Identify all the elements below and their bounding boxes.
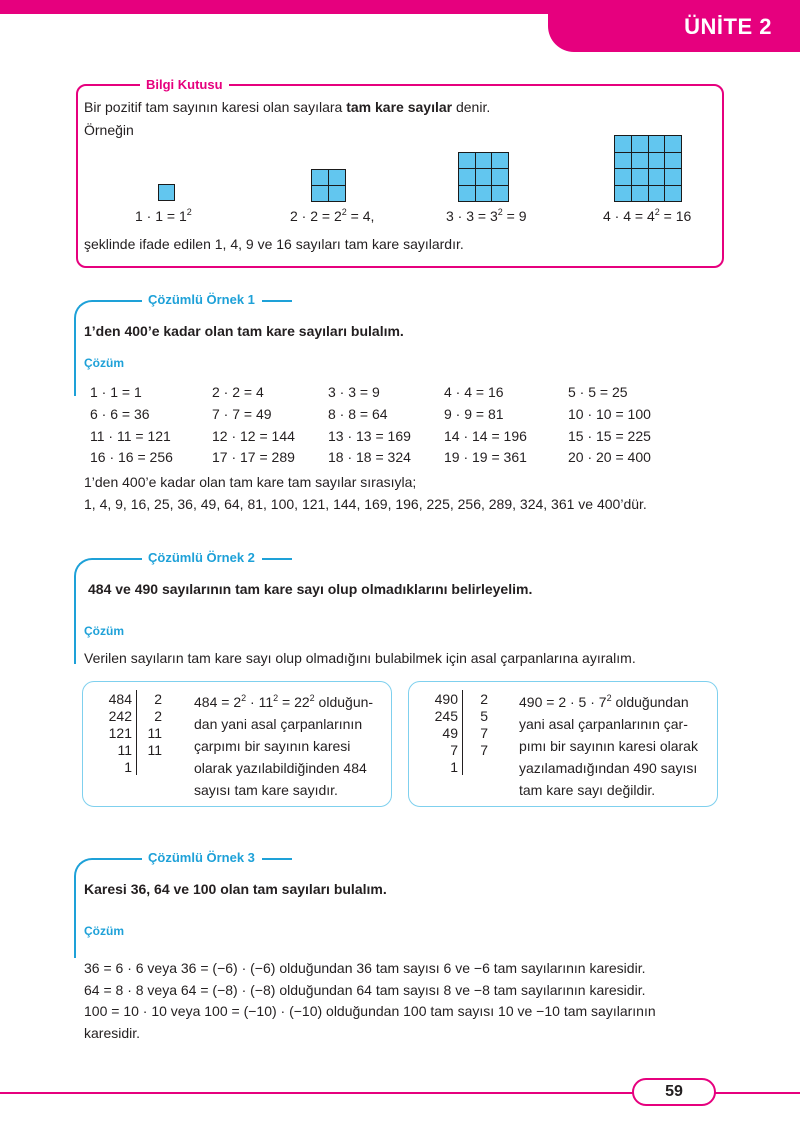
factor-cell: 484 <box>108 691 132 707</box>
unit-label: ÜNİTE 2 <box>684 14 772 39</box>
factor-cell: 7 <box>480 725 488 741</box>
factor-numbers-490 <box>418 691 458 776</box>
factor-eq-490: $490 = 2 \cdot 5 \cdot 7^2$ olduğundan <box>519 693 689 710</box>
explanation-line: olarak yazılabildiğinden 484 <box>194 760 367 776</box>
example3-frame <box>74 858 146 958</box>
factor-eq-484: $484 = 2^2 \cdot 11^2 = 22^2$ olduğun- <box>194 693 374 710</box>
explanation-line: sayısı tam kare sayıdır. <box>194 782 338 798</box>
explanation-line: tam kare sayı değildir. <box>519 782 656 798</box>
explanation-line: yani asal çarpanlarının çar- <box>519 716 688 732</box>
factor-numbers-484 <box>92 691 132 776</box>
square-product: 18 · 18 = 324 <box>328 449 411 465</box>
square-product: 16 · 16 = 256 <box>90 449 173 465</box>
factor-cell: 2 <box>480 691 488 707</box>
square-product: 10 · 10 = 100 <box>568 406 651 422</box>
info-conclusion: şeklinde ifade edilen 1, 4, 9 ve 16 sayıları tam kare sayılardır. <box>84 236 464 252</box>
explanation-line: karesidir. <box>84 1024 141 1041</box>
square-product: 6 · 6 = 36 <box>90 406 150 422</box>
square-product: 7 · 7 = 49 <box>212 406 272 422</box>
factor-cell: 11 <box>147 742 162 758</box>
example1-question: 1’den 400’e kadar olan tam kare sayıları bulalım. <box>84 323 404 339</box>
example3-question: Karesi 36, 64 ve 100 olan tam sayıları bulalım. <box>84 881 387 897</box>
square-2x2 <box>311 169 346 202</box>
square-product: 2 · 2 = 4 <box>212 384 264 400</box>
explanation-line: dan yani asal çarpanlarının <box>194 716 363 732</box>
info-box-title: Bilgi Kutusu <box>140 77 229 92</box>
factor-cell: 7 <box>450 742 458 758</box>
example1-title-tail <box>262 300 292 302</box>
square-product: 5 · 5 = 25 <box>568 384 628 400</box>
square-product: 9 · 9 = 81 <box>444 406 504 422</box>
factor-cell: 49 <box>442 725 458 741</box>
square-1x1 <box>158 184 175 201</box>
info-definition <box>84 98 490 116</box>
factor-cell: 121 <box>108 725 132 741</box>
square-eq-2: $2 \cdot 2 = 2^2 = 4$, <box>290 207 375 224</box>
example3-title-tail <box>262 858 292 860</box>
square-3x3 <box>458 152 509 202</box>
explanation-line: pımı bir sayının karesi olarak <box>519 738 698 754</box>
example1-solution-label: Çözüm <box>84 356 124 370</box>
factor-cell: 5 <box>480 708 488 724</box>
square-product: 4 · 4 = 16 <box>444 384 504 400</box>
factor-divider-490 <box>462 690 463 775</box>
example1-title: Çözümlü Örnek 1 <box>142 292 261 307</box>
factor-cell: 11 <box>117 742 132 758</box>
square-product: 15 · 15 = 225 <box>568 428 651 444</box>
example3-title: Çözümlü Örnek 3 <box>142 850 261 865</box>
square-eq-4: $4 \cdot 4 = 4^2 = 16$ <box>603 207 692 224</box>
explanation-line: 64 = 8 · 8 veya 64 = (−8) · (−8) olduğundan 64 tam sayısı 8 ve −8 tam sayılarının karesidir. <box>84 981 646 998</box>
square-product: 14 · 14 = 196 <box>444 428 527 444</box>
factor-cell: 2 <box>154 708 162 724</box>
square-product: 3 · 3 = 9 <box>328 384 380 400</box>
square-product: 12 · 12 = 144 <box>212 428 295 444</box>
definition-term: tam kare sayılar <box>346 99 453 115</box>
square-4x4 <box>614 135 682 202</box>
example1-frame <box>74 300 146 396</box>
factor-primes-490 <box>468 691 488 759</box>
factor-cell: 11 <box>147 725 162 741</box>
example2-question: 484 ve 490 sayılarının tam kare sayı olup olmadıklarını belirleyelim. <box>88 581 533 597</box>
example2-title-tail <box>262 558 292 560</box>
square-eq-3: $3 \cdot 3 = 3^2 = 9$ <box>446 207 527 224</box>
square-eq-1: $1 \cdot 1 = 1^2$ <box>135 207 192 224</box>
factor-cell: 245 <box>434 708 458 724</box>
example2-solution-label: Çözüm <box>84 624 124 638</box>
factor-cell: 1 <box>450 759 458 775</box>
factor-primes-484 <box>140 691 162 759</box>
factor-divider-484 <box>136 690 137 775</box>
example1-summary-2: 1, 4, 9, 16, 25, 36, 49, 64, 81, 100, 121, 144, 169, 196, 225, 256, 289, 324, 361 ve 400’dür. <box>84 496 647 512</box>
example-label: Örneğin <box>84 122 134 138</box>
definition-text: Bir pozitif tam sayının karesi olan sayılara <box>84 99 347 115</box>
factor-cell: 2 <box>154 691 162 707</box>
example2-intro: Verilen sayıların tam kare sayı olup olmadığını bulabilmek için asal çarpanlarına ayıralım. <box>84 650 636 666</box>
square-product: 8 · 8 = 64 <box>328 406 388 422</box>
definition-text-end: denir. <box>452 99 491 115</box>
square-product: 19 · 19 = 361 <box>444 449 527 465</box>
factor-cell: 1 <box>124 759 132 775</box>
example1-summary-1: 1’den 400’e kadar olan tam kare tam sayılar sırasıyla; <box>84 474 417 490</box>
square-product: 11 · 11 = 121 <box>90 428 171 444</box>
example3-solution-label: Çözüm <box>84 924 124 938</box>
example2-title: Çözümlü Örnek 2 <box>142 550 261 565</box>
factor-cell: 7 <box>480 742 488 758</box>
explanation-line: çarpımı bir sayının karesi <box>194 738 351 754</box>
explanation-line: 36 = 6 · 6 veya 36 = (−6) · (−6) olduğundan 36 tam sayısı 6 ve −6 tam sayılarının karesidir. <box>84 960 646 976</box>
factor-cell: 242 <box>108 708 132 724</box>
square-product: 17 · 17 = 289 <box>212 449 295 465</box>
square-product: 1 · 1 = 1 <box>90 384 142 400</box>
factor-cell: 490 <box>434 691 458 707</box>
page-number: 59 <box>665 1083 683 1100</box>
square-product: 13 · 13 = 169 <box>328 428 411 444</box>
explanation-line: 100 = 10 · 10 veya 100 = (−10) · (−10) olduğundan 100 tam sayısı 10 ve −10 tam sayılarının <box>84 1003 656 1019</box>
explanation-line: yazılamadığından 490 sayısı <box>519 760 698 776</box>
square-product: 20 · 20 = 400 <box>568 449 651 465</box>
